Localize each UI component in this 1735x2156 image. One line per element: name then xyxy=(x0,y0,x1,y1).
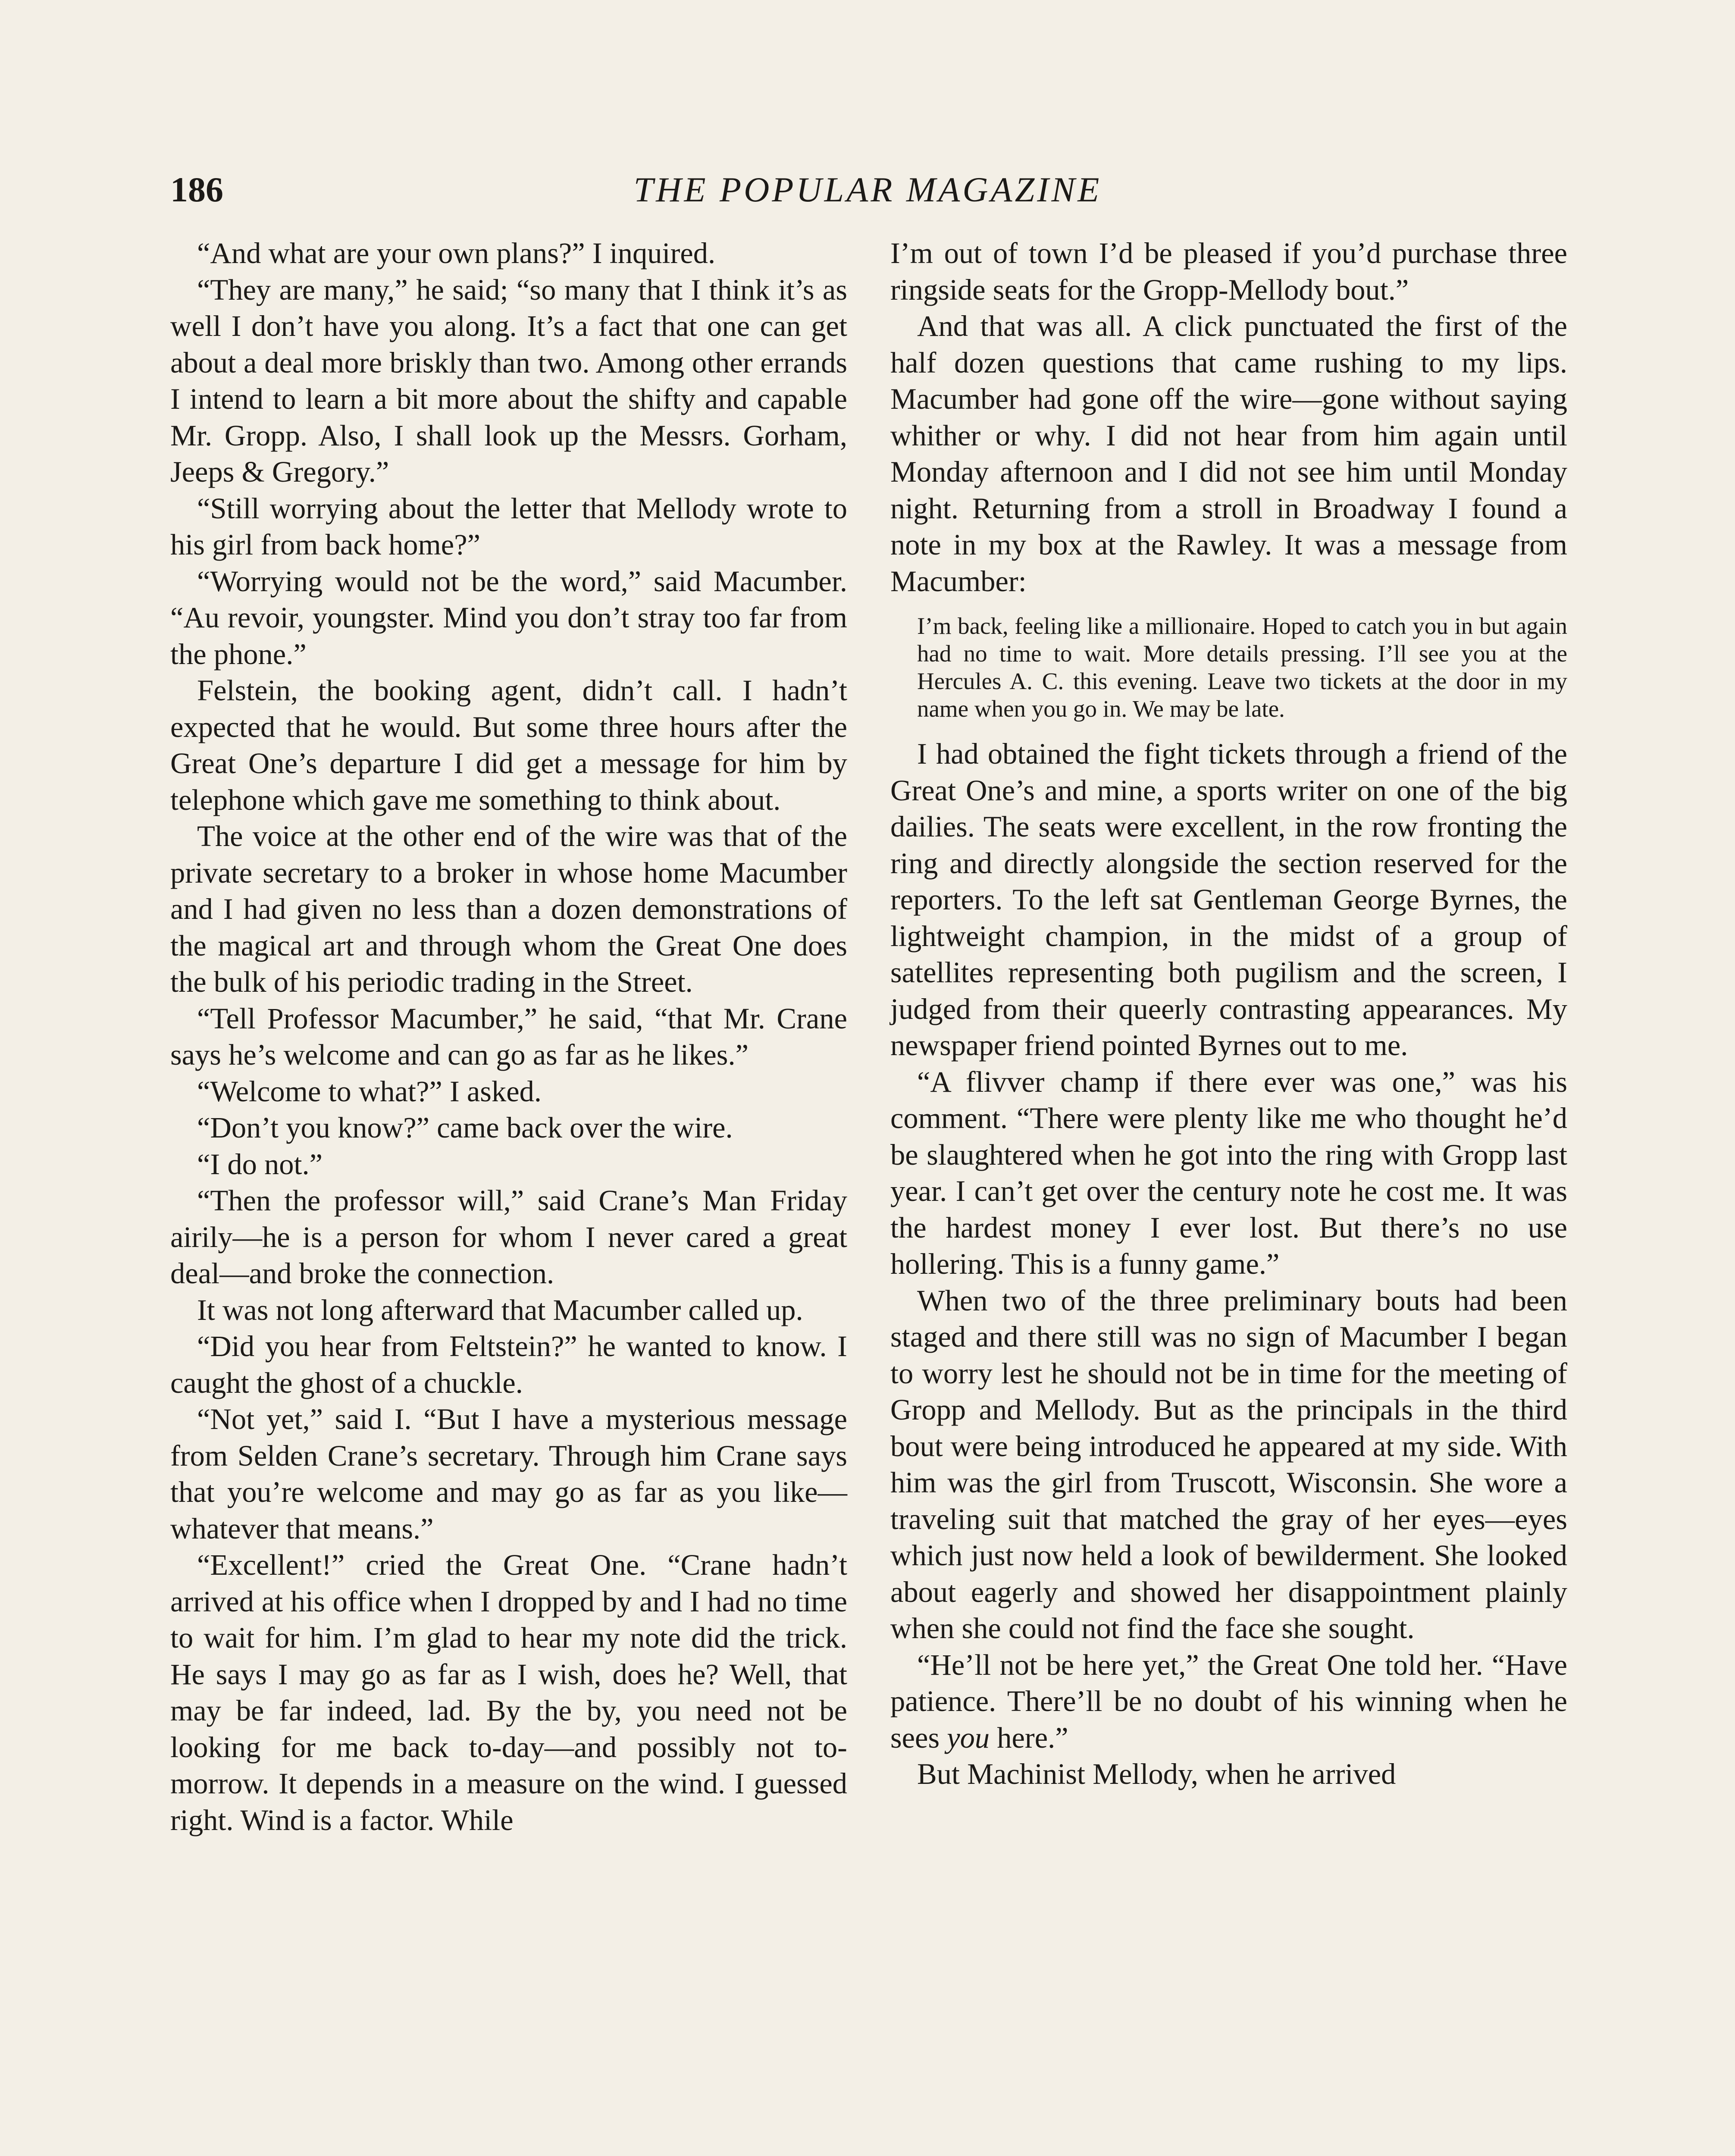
paragraph: It was not long afterward that Macumber called up. xyxy=(197,1293,803,1326)
emphasis-word: you xyxy=(947,1721,990,1754)
paragraph-with-emphasis xyxy=(890,1647,1567,1756)
paragraph: Felstein, the booking agent, didn’t call. I hadn’t expected that he would. But some three hours after the Great One’s departure I did get a message for him by telephone which gave me something to think about. xyxy=(170,674,847,816)
paragraph: “Don’t you know?” came back over the wire. xyxy=(197,1111,733,1144)
quote-text: “He’ll not be here yet,” the Great One told her. “Have patience. There’ll be no doubt of his winning when he sees xyxy=(890,1648,1567,1754)
paragraph: “Worrying would not be the word,” said Macumber. “Au revoir, youngster. Mind you don’t stray too far from the phone.” xyxy=(170,564,847,671)
page-header xyxy=(170,164,1565,216)
paragraph: “Tell Professor Macumber,” he said, “that Mr. Crane says he’s welcome and can go as far as he likes.” xyxy=(170,1002,847,1071)
paragraph: “A flivver champ if there ever was one,” was his comment. “There were plenty like me who thought he’d be slaughtered when he got into the ring with Gropp last year. I can’t get over the century note he cost me. It was the hardest money I ever lost. But there’s no use hollering. This is a funny game.” xyxy=(890,1065,1567,1280)
running-head: THE POPULAR MAGAZINE xyxy=(633,170,1102,209)
paragraph: I had obtained the fight tickets through a friend of the Great One’s and mine, a sports writer on one of the big dailies. The seats were excellent, in the row fronting the ring and directly alongside the section reserved for the reporters. To the left sat Gentleman George Byrnes, the lightweight champion, in the midst of a group of satellites representing both pugilism and the screen, I judged from their queerly contrasting appearances. My newspaper friend pointed Byrnes out to me. xyxy=(890,737,1567,1062)
paragraph: The voice at the other end of the wire was that of the private secretary to a broker in whose home Macumber and I had given no less than a dozen demonstrations of the magical art and through whom the Great One does the bulk of his periodic trading in the Street. xyxy=(170,820,847,998)
paragraph: “Still worrying about the letter that Mellody wrote to his girl from back home?” xyxy=(170,492,847,561)
left-column xyxy=(170,235,847,1838)
paragraph: “I do not.” xyxy=(197,1147,323,1181)
paragraph: But Machinist Mellody, when he arrived xyxy=(917,1758,1396,1790)
paragraph: “They are many,” he said; “so many that I think it’s as well I don’t have you along. It’s a fact that one can get about a deal more briskly than two. Among other errands I intend to learn a bit more about the shifty and capable Mr. Gropp. Also, I shall look up the Messrs. Gorham, Jeeps & Gregory.” xyxy=(170,273,847,488)
paragraph: “Excellent!” cried the Great One. “Crane hadn’t arrived at his office when I dropped by and I had no time to wait for him. I’m glad to hear my note did the trick. He says I may go as far as I wish, does he? Well, that may be far indeed, lad. By the by, you need not be looking for me back to-day—and possibly not to-morrow. It depends in a measure on the wind. I guessed right. Wind is a factor. While xyxy=(170,1548,847,1836)
paragraph: “And what are your own plans?” I inquired. xyxy=(197,237,716,270)
paragraph: “Did you hear from Feltstein?” he wanted to know. I caught the ghost of a chuckle. xyxy=(170,1330,847,1399)
right-column xyxy=(890,235,1567,1792)
quote-text: here.” xyxy=(990,1721,1068,1754)
paragraph-continued: I’m out of town I’d be pleased if you’d purchase three ringside seats for the Gropp-Mellody bout.” xyxy=(890,237,1567,306)
macumber-note: I’m back, feeling like a millionaire. Hoped to catch you in but again had no time to wait. More details pressing. I’ll see you at the Hercules A. C. this evening. Leave two tickets at the door in my name when you go in. We may be late. xyxy=(917,613,1567,722)
paragraph: “Welcome to what?” I asked. xyxy=(197,1075,542,1108)
page-number: 186 xyxy=(170,170,223,209)
paragraph: “Not yet,” said I. “But I have a mysterious message from Selden Crane’s secretary. Through him Crane says that you’re welcome and may go as far as you like—whatever that means.” xyxy=(170,1403,847,1545)
paragraph: When two of the three preliminary bouts had been staged and there still was no sign of Macumber I began to worry lest he should not be in time for the meeting of Gropp and Mellody. But as the principals in the third bout were being introduced he appeared at my side. With him was the girl from Truscott, Wisconsin. She wore a traveling suit that matched the gray of her eyes—eyes which just now held a look of bewilderment. She looked about eagerly and showed her disappointment plainly when she could not find the face she sought. xyxy=(890,1284,1567,1645)
paragraph: And that was all. A click punctuated the first of the half dozen questions that came rushing to my lips. Macumber had gone off the wire—gone without saying whither or why. I did not hear from him again until Monday afternoon and I did not see him until Monday night. Returning from a stroll in Broadway I found a note in my box at the Rawley. It was a message from Macumber: xyxy=(890,310,1567,598)
paragraph: “Then the professor will,” said Crane’s Man Friday airily—he is a person for whom I never cared a great deal—and broke the connection. xyxy=(170,1184,847,1290)
